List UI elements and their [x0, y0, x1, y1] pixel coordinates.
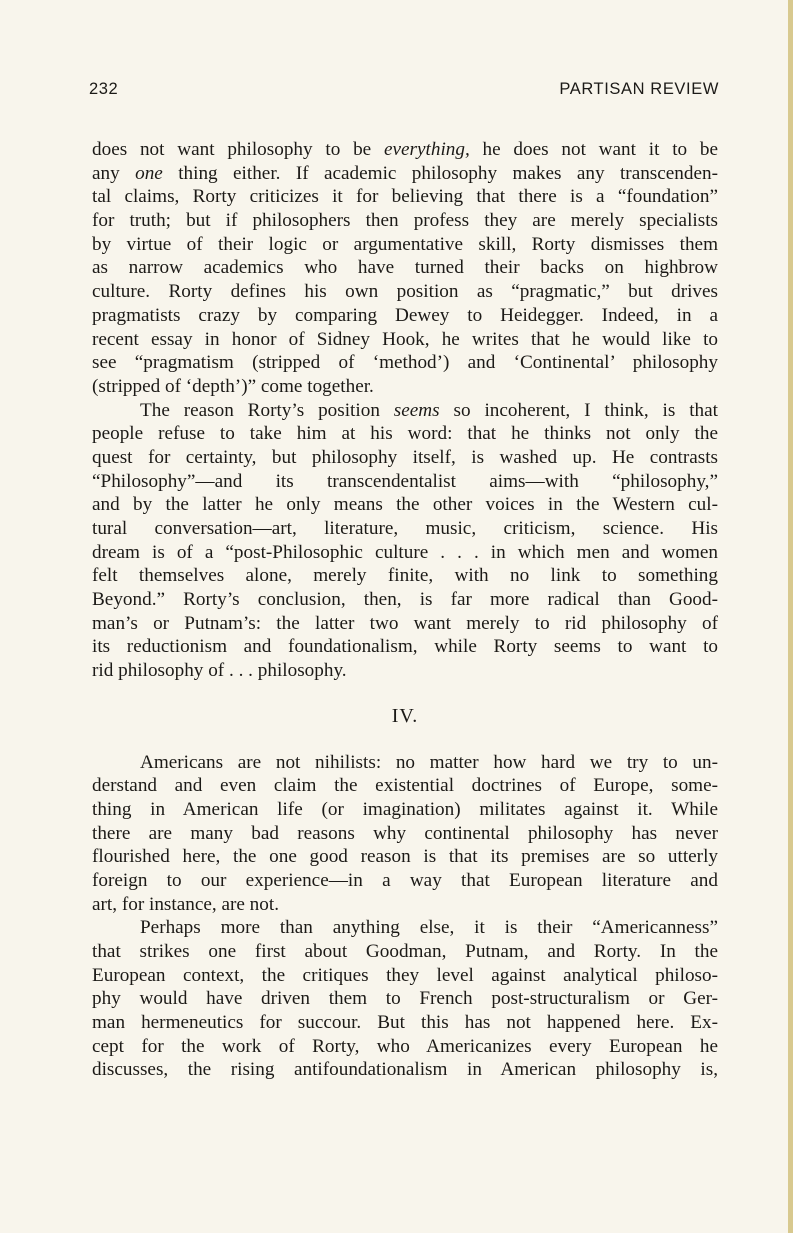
text-line: foreign to our experience—in a way that European literature and — [92, 869, 718, 891]
emphasis: everything, — [383, 139, 470, 160]
running-head — [89, 80, 719, 104]
text-line: its reductionism and foundationalism, while Rorty seems to want to — [92, 636, 718, 658]
text-line: recent essay in honor of Sidney Hook, he writes that he would like to — [92, 328, 718, 350]
body-text — [92, 138, 718, 1082]
emphasis: one — [135, 162, 163, 184]
text-line: rid philosophy of . . . philosophy. — [92, 660, 347, 682]
text-line: Americans are not nihilists: no matter how hard we try to un- — [140, 751, 718, 773]
text-line: art, for instance, are not. — [92, 893, 279, 915]
text-line: Beyond.” Rorty’s conclusion, then, is far more radical than Good- — [92, 589, 718, 611]
text-run: he does not want it to be — [469, 139, 719, 160]
text-line: (stripped of ‘depth’)” come together. — [92, 375, 374, 397]
journal-title: PARTISAN REVIEW — [559, 80, 719, 98]
page-edge — [788, 0, 793, 1233]
text-line: and by the latter he only means the other voices in the Western cul- — [92, 494, 718, 516]
paragraph-3 — [92, 751, 718, 917]
text-line: man hermeneutics for succour. But this has not happened here. Ex- — [92, 1012, 718, 1034]
text-line — [92, 399, 718, 423]
paragraph-1 — [92, 138, 718, 399]
text-run: so incoherent, I think, is that — [439, 399, 718, 421]
text-line: pragmatists crazy by comparing Dewey to Heidegger. Indeed, in a — [92, 304, 718, 326]
text-line: flourished here, the one good reason is that its premises are so utterly — [92, 846, 718, 868]
text-line: quest for certainty, but philosophy itself, is washed up. He contrasts — [92, 446, 718, 468]
section-heading: IV. — [391, 704, 419, 727]
text-line: there are many bad reasons why continental philosophy has never — [92, 822, 718, 844]
text-line: see “pragmatism (stripped of ‘method’) and ‘Continental’ philosophy — [92, 352, 718, 374]
text-line: culture. Rorty defines his own position as “pragmatic,” but drives — [92, 281, 718, 303]
text-line: discusses, the rising antifoundationalism in American philosophy is, — [92, 1059, 718, 1081]
text-line: thing in American life (or imagination) militates against it. While — [92, 798, 718, 820]
text-line: cept for the work of Rorty, who Americanizes every European he — [92, 1035, 718, 1057]
text-run: any — [92, 162, 136, 184]
emphasis: seems — [393, 399, 440, 421]
text-line: people refuse to take him at his word: that he thinks not only the — [92, 423, 718, 445]
text-line: Perhaps more than anything else, it is their “Americanness” — [140, 917, 718, 939]
text-line: tural conversation—art, literature, music, criticism, science. His — [92, 518, 718, 539]
text-line: by virtue of their logic or argumentative skill, Rorty dismisses them — [92, 233, 718, 255]
paragraph-2 — [92, 399, 718, 683]
text-line: tal claims, Rorty criticizes it for believing that there is a “foundation” — [92, 186, 718, 208]
text-line: for truth; but if philosophers then profess they are merely specialists — [92, 210, 718, 232]
text-line — [92, 138, 718, 162]
text-line: derstand and even claim the existential doctrines of Europe, some- — [92, 775, 718, 797]
text-line: phy would have driven them to French post-structuralism or Ger- — [92, 988, 718, 1010]
text-run: The reason Rorty’s position — [140, 399, 394, 421]
text-line: European context, the critiques they level against analytical philoso- — [92, 964, 718, 986]
text-line: “Philosophy”—and its transcendentalist aims—with “philosophy,” — [92, 470, 718, 492]
text-line: man’s or Putnam’s: the latter two want merely to rid philosophy of — [92, 612, 718, 634]
text-run: thing either. If academic philosophy makes any transcenden- — [162, 162, 718, 184]
text-line: felt themselves alone, merely finite, with no link to something — [92, 565, 718, 587]
text-line: dream is of a “post-Philosophic culture . . . in which men and women — [92, 541, 718, 563]
text-line — [92, 162, 718, 186]
text-line: that strikes one first about Goodman, Putnam, and Rorty. In the — [92, 941, 718, 962]
text-run: does not want philosophy to be — [92, 139, 384, 160]
paragraph-4 — [92, 916, 718, 1082]
text-line: as narrow academics who have turned their backs on highbrow — [92, 257, 718, 279]
page-number: 232 — [89, 80, 119, 98]
